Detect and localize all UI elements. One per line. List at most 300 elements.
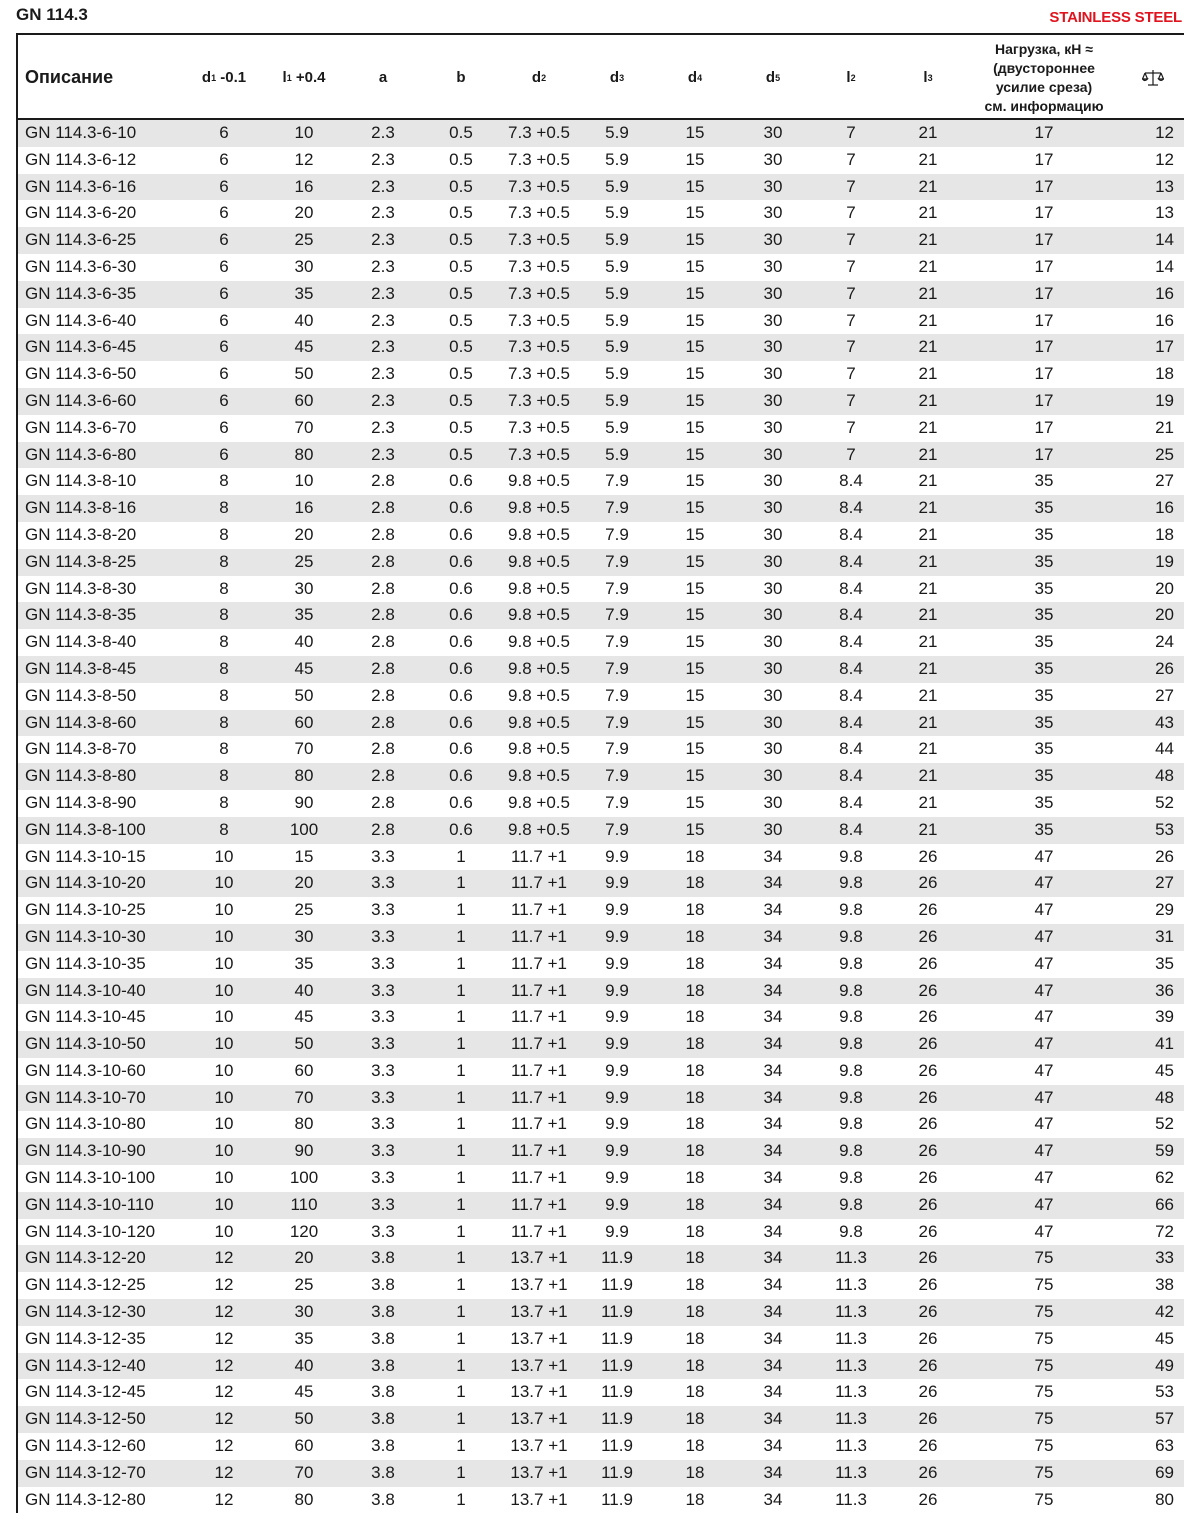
header-label: d: [765, 69, 776, 86]
cell-a: 3.3: [371, 846, 395, 866]
cell-load: 35: [1034, 739, 1054, 759]
cell-b: 0.5: [449, 256, 473, 276]
cell-d5: 30: [763, 658, 783, 678]
cell-weight: 72: [1155, 1221, 1174, 1241]
cell-b: 1: [456, 953, 466, 973]
cell-l3: 21: [918, 123, 938, 142]
table-row: [18, 576, 1184, 603]
cell-d5: 30: [763, 819, 783, 839]
cell-d2: 9.8 +0.5: [508, 551, 570, 571]
cell-d4: 18: [685, 1275, 705, 1295]
cell-weight: 13: [1155, 203, 1174, 223]
material-label: STAINLESS STEEL: [1049, 9, 1182, 26]
cell-load: 47: [1034, 1060, 1054, 1080]
cell-a: 3.8: [371, 1328, 395, 1348]
cell-description: GN 114.3-8-90: [25, 792, 137, 812]
table-row: [18, 281, 1184, 308]
header-load-line: Нагрузка, кН ≈: [995, 40, 1093, 57]
cell-l2: 11.3: [835, 1328, 867, 1348]
table-row: [18, 495, 1184, 522]
cell-d5: 30: [763, 605, 783, 625]
cell-d5: 30: [763, 364, 783, 384]
cell-d2: 7.3 +0.5: [508, 176, 570, 196]
header-a: [344, 35, 422, 120]
cell-b: 1: [456, 1355, 466, 1375]
cell-load: 17: [1034, 283, 1054, 303]
table-row: [18, 147, 1184, 174]
cell-l3: 26: [918, 1034, 938, 1054]
cell-l1: 20: [294, 1248, 314, 1268]
header-d3: [578, 35, 656, 120]
cell-weight: 16: [1155, 498, 1174, 518]
cell-l1: 35: [294, 1328, 314, 1348]
cell-l3: 21: [918, 766, 938, 786]
cell-weight: 14: [1155, 256, 1174, 276]
cell-description: GN 114.3-10-100: [25, 1168, 156, 1188]
cell-l2: 8.4: [839, 578, 863, 598]
cell-b: 1: [456, 1007, 466, 1027]
cell-l1: 25: [294, 1275, 314, 1295]
cell-a: 2.8: [371, 712, 395, 732]
cell-b: 1: [456, 1168, 466, 1188]
cell-d5: 34: [763, 1436, 783, 1456]
cell-d2: 9.8 +0.5: [508, 632, 570, 652]
cell-description: GN 114.3-6-30: [25, 256, 137, 276]
cell-d3: 5.9: [605, 337, 629, 357]
cell-load: 17: [1034, 364, 1054, 384]
cell-l2: 7: [846, 444, 856, 464]
cell-load: 17: [1034, 310, 1054, 330]
cell-d1: 6: [219, 176, 229, 196]
cell-weight: 14: [1155, 230, 1174, 250]
header-subscript: 5: [775, 72, 781, 83]
cell-d4: 15: [685, 632, 705, 652]
cell-b: 0.5: [449, 417, 473, 437]
header-subscript: 2: [850, 72, 856, 83]
cell-d5: 30: [763, 766, 783, 786]
cell-d5: 30: [763, 123, 783, 142]
cell-d2: 9.8 +0.5: [508, 819, 570, 839]
spec-table: [16, 33, 1184, 1513]
cell-load: 75: [1034, 1275, 1054, 1295]
cell-d3: 9.9: [605, 1034, 629, 1054]
cell-d1: 6: [219, 390, 229, 410]
cell-l2: 9.8: [839, 1221, 863, 1241]
cell-l3: 21: [918, 524, 938, 544]
cell-description: GN 114.3-8-30: [25, 578, 137, 598]
cell-l2: 8.4: [839, 792, 863, 812]
cell-weight: 18: [1155, 364, 1174, 384]
cell-l3: 21: [918, 551, 938, 571]
cell-b: 0.6: [449, 524, 473, 544]
cell-d2: 13.7 +1: [510, 1275, 568, 1295]
cell-b: 1: [456, 1302, 466, 1322]
cell-l1: 45: [294, 658, 314, 678]
cell-description: GN 114.3-8-10: [25, 471, 137, 491]
cell-d3: 7.9: [605, 605, 629, 625]
cell-weight: 12: [1155, 123, 1174, 142]
cell-weight: 12: [1155, 149, 1174, 169]
cell-a: 2.8: [371, 685, 395, 705]
cell-a: 2.8: [371, 471, 395, 491]
cell-d1: 8: [219, 766, 229, 786]
cell-d5: 30: [763, 739, 783, 759]
cell-b: 0.6: [449, 739, 473, 759]
header-subscript: 1: [286, 72, 292, 83]
cell-a: 3.3: [371, 980, 395, 1000]
cell-description: GN 114.3-10-70: [25, 1087, 146, 1107]
cell-d3: 11.9: [601, 1409, 633, 1429]
cell-l3: 26: [918, 1302, 938, 1322]
cell-l2: 9.8: [839, 900, 863, 920]
cell-a: 3.3: [371, 1194, 395, 1214]
cell-weight: 27: [1155, 873, 1174, 893]
cell-d4: 18: [685, 953, 705, 973]
cell-weight: 48: [1155, 1087, 1174, 1107]
cell-d4: 15: [685, 551, 705, 571]
header-label: d: [201, 69, 212, 86]
header-l2: [812, 35, 890, 120]
cell-a: 2.8: [371, 578, 395, 598]
cell-d5: 34: [763, 1114, 783, 1134]
cell-l3: 26: [918, 1114, 938, 1134]
cell-d1: 10: [214, 1114, 234, 1134]
cell-d2: 7.3 +0.5: [508, 203, 570, 223]
table-row: [18, 1487, 1184, 1514]
cell-a: 2.3: [371, 149, 395, 169]
cell-description: GN 114.3-12-60: [25, 1436, 146, 1456]
cell-weight: 31: [1155, 926, 1174, 946]
header-subscript: 4: [697, 72, 703, 83]
cell-d1: 12: [214, 1462, 234, 1482]
cell-l1: 40: [294, 310, 314, 330]
cell-l1: 10: [294, 123, 314, 142]
cell-load: 47: [1034, 926, 1054, 946]
cell-d5: 30: [763, 551, 783, 571]
cell-d2: 7.3 +0.5: [508, 310, 570, 330]
cell-d2: 11.7 +1: [511, 900, 567, 920]
cell-description: GN 114.3-10-50: [25, 1034, 146, 1054]
cell-b: 0.5: [449, 176, 473, 196]
cell-weight: 44: [1155, 739, 1174, 759]
cell-load: 75: [1034, 1462, 1054, 1482]
cell-d4: 15: [685, 498, 705, 518]
cell-d3: 5.9: [605, 230, 629, 250]
cell-a: 3.8: [371, 1409, 395, 1429]
cell-d2: 13.7 +1: [510, 1462, 568, 1482]
cell-l1: 80: [294, 444, 314, 464]
cell-a: 2.3: [371, 310, 395, 330]
cell-weight: 20: [1155, 605, 1174, 625]
cell-a: 2.3: [371, 256, 395, 276]
table-row: [18, 361, 1184, 388]
cell-d3: 9.9: [605, 926, 629, 946]
table-row: [18, 978, 1184, 1005]
cell-d4: 15: [685, 766, 705, 786]
cell-d2: 11.7 +1: [511, 873, 567, 893]
cell-b: 0.6: [449, 712, 473, 732]
cell-l1: 80: [294, 766, 314, 786]
cell-l3: 21: [918, 256, 938, 276]
cell-l2: 11.3: [835, 1302, 867, 1322]
cell-d5: 34: [763, 1141, 783, 1161]
cell-d5: 34: [763, 1221, 783, 1241]
cell-a: 3.3: [371, 953, 395, 973]
cell-b: 1: [456, 1489, 466, 1509]
cell-l3: 26: [918, 1194, 938, 1214]
cell-weight: 45: [1155, 1328, 1174, 1348]
cell-description: GN 114.3-10-15: [25, 846, 146, 866]
header-label: b: [456, 69, 466, 86]
cell-weight: 45: [1155, 1060, 1174, 1080]
table-row: [18, 308, 1184, 335]
cell-l2: 9.8: [839, 1087, 863, 1107]
cell-description: GN 114.3-8-50: [25, 685, 137, 705]
cell-weight: 16: [1155, 283, 1174, 303]
cell-l2: 7: [846, 149, 856, 169]
cell-load: 47: [1034, 1168, 1054, 1188]
cell-d4: 15: [685, 792, 705, 812]
cell-d2: 7.3 +0.5: [508, 256, 570, 276]
cell-d2: 7.3 +0.5: [508, 337, 570, 357]
cell-l1: 80: [294, 1114, 314, 1134]
cell-l3: 21: [918, 658, 938, 678]
cell-d5: 30: [763, 498, 783, 518]
table-row: [18, 629, 1184, 656]
cell-d3: 5.9: [605, 256, 629, 276]
cell-weight: 69: [1155, 1462, 1174, 1482]
cell-d3: 5.9: [605, 417, 629, 437]
cell-d1: 10: [214, 1168, 234, 1188]
cell-b: 0.6: [449, 578, 473, 598]
cell-d1: 6: [219, 310, 229, 330]
cell-l3: 21: [918, 712, 938, 732]
cell-weight: 17: [1155, 337, 1174, 357]
cell-l2: 7: [846, 123, 856, 142]
cell-l3: 26: [918, 1168, 938, 1188]
cell-l1: 45: [294, 337, 314, 357]
cell-d3: 7.9: [605, 766, 629, 786]
cell-l1: 35: [294, 605, 314, 625]
cell-description: GN 114.3-12-70: [25, 1462, 146, 1482]
cell-d5: 34: [763, 1194, 783, 1214]
cell-l3: 26: [918, 1328, 938, 1348]
cell-d2: 13.7 +1: [510, 1328, 568, 1348]
cell-load: 17: [1034, 149, 1054, 169]
cell-description: GN 114.3-6-12: [25, 149, 137, 169]
cell-d4: 18: [685, 1221, 705, 1241]
cell-description: GN 114.3-12-40: [25, 1355, 146, 1375]
cell-d5: 34: [763, 1007, 783, 1027]
cell-d4: 18: [685, 1328, 705, 1348]
cell-weight: 26: [1155, 846, 1174, 866]
cell-d2: 13.7 +1: [510, 1436, 568, 1456]
cell-d2: 7.3 +0.5: [508, 149, 570, 169]
cell-d4: 18: [685, 1436, 705, 1456]
cell-d3: 5.9: [605, 283, 629, 303]
cell-d2: 7.3 +0.5: [508, 230, 570, 250]
cell-l1: 12: [294, 149, 314, 169]
cell-l1: 120: [289, 1221, 319, 1241]
cell-l1: 40: [294, 632, 314, 652]
cell-d2: 11.7 +1: [511, 1114, 567, 1134]
cell-d4: 15: [685, 256, 705, 276]
cell-d1: 12: [214, 1302, 234, 1322]
cell-b: 0.6: [449, 471, 473, 491]
cell-load: 47: [1034, 1007, 1054, 1027]
cell-b: 1: [456, 1275, 466, 1295]
table-row: [18, 1245, 1184, 1272]
cell-l1: 35: [294, 283, 314, 303]
table-row: [18, 1379, 1184, 1406]
cell-a: 2.3: [371, 417, 395, 437]
cell-load: 35: [1034, 819, 1054, 839]
cell-l3: 21: [918, 337, 938, 357]
cell-l3: 21: [918, 632, 938, 652]
cell-description: GN 114.3-10-20: [25, 873, 146, 893]
cell-l1: 100: [289, 1168, 319, 1188]
cell-l3: 21: [918, 230, 938, 250]
cell-b: 0.6: [449, 498, 473, 518]
cell-d1: 8: [219, 819, 229, 839]
header-label: d: [687, 69, 698, 86]
cell-d4: 15: [685, 444, 705, 464]
cell-d5: 34: [763, 900, 783, 920]
cell-d3: 9.9: [605, 980, 629, 1000]
cell-d1: 10: [214, 926, 234, 946]
cell-d1: 10: [214, 1221, 234, 1241]
table-row: [18, 1460, 1184, 1487]
cell-d3: 7.9: [605, 524, 629, 544]
cell-a: 3.3: [371, 1034, 395, 1054]
cell-d5: 30: [763, 471, 783, 491]
cell-d2: 11.7 +1: [511, 1007, 567, 1027]
cell-b: 1: [456, 1328, 466, 1348]
cell-weight: 48: [1155, 766, 1174, 786]
table-row: [18, 442, 1184, 469]
cell-d1: 10: [214, 846, 234, 866]
cell-load: 17: [1034, 203, 1054, 223]
cell-load: 35: [1034, 578, 1054, 598]
table-row: [18, 1326, 1184, 1353]
cell-d2: 11.7 +1: [511, 1221, 567, 1241]
cell-description: GN 114.3-6-70: [25, 417, 137, 437]
header-weight: [1122, 35, 1184, 120]
cell-a: 3.3: [371, 1087, 395, 1107]
cell-l1: 70: [294, 417, 314, 437]
table-row: [18, 1192, 1184, 1219]
cell-load: 75: [1034, 1489, 1054, 1509]
cell-weight: 41: [1155, 1034, 1174, 1054]
cell-l1: 25: [294, 230, 314, 250]
cell-d2: 7.3 +0.5: [508, 390, 570, 410]
cell-b: 0.5: [449, 310, 473, 330]
cell-d3: 9.9: [605, 1168, 629, 1188]
table-row: [18, 1031, 1184, 1058]
cell-d4: 18: [685, 1462, 705, 1482]
cell-l1: 50: [294, 685, 314, 705]
cell-d3: 11.9: [601, 1462, 633, 1482]
cell-weight: 27: [1155, 685, 1174, 705]
cell-load: 47: [1034, 1114, 1054, 1134]
cell-d1: 10: [214, 1060, 234, 1080]
cell-l1: 35: [294, 953, 314, 973]
cell-load: 17: [1034, 444, 1054, 464]
cell-d5: 30: [763, 230, 783, 250]
cell-d3: 5.9: [605, 364, 629, 384]
cell-d1: 6: [219, 256, 229, 276]
cell-weight: 42: [1155, 1302, 1174, 1322]
cell-d5: 34: [763, 926, 783, 946]
table-row: [18, 334, 1184, 361]
cell-d4: 15: [685, 578, 705, 598]
cell-a: 2.8: [371, 524, 395, 544]
cell-l1: 70: [294, 1462, 314, 1482]
cell-d1: 8: [219, 632, 229, 652]
cell-d3: 9.9: [605, 873, 629, 893]
cell-a: 3.8: [371, 1489, 395, 1509]
cell-d2: 7.3 +0.5: [508, 444, 570, 464]
cell-d4: 15: [685, 658, 705, 678]
cell-d2: 9.8 +0.5: [508, 524, 570, 544]
cell-d4: 15: [685, 337, 705, 357]
cell-d3: 7.9: [605, 632, 629, 652]
cell-a: 2.8: [371, 658, 395, 678]
cell-d4: 18: [685, 1060, 705, 1080]
cell-l2: 7: [846, 310, 856, 330]
cell-a: 2.8: [371, 498, 395, 518]
cell-d1: 6: [219, 230, 229, 250]
cell-d4: 18: [685, 1302, 705, 1322]
cell-l1: 90: [294, 1141, 314, 1161]
cell-load: 35: [1034, 792, 1054, 812]
cell-weight: 26: [1155, 658, 1174, 678]
cell-l3: 26: [918, 1141, 938, 1161]
cell-d4: 18: [685, 846, 705, 866]
cell-description: GN 114.3-6-40: [25, 310, 137, 330]
cell-l2: 7: [846, 364, 856, 384]
header-load: [966, 35, 1122, 120]
cell-load: 17: [1034, 390, 1054, 410]
cell-d1: 8: [219, 551, 229, 571]
cell-d3: 7.9: [605, 578, 629, 598]
cell-d5: 30: [763, 176, 783, 196]
cell-load: 17: [1034, 256, 1054, 276]
cell-description: GN 114.3-6-20: [25, 203, 137, 223]
cell-d2: 11.7 +1: [511, 926, 567, 946]
cell-d4: 18: [685, 1141, 705, 1161]
cell-load: 75: [1034, 1382, 1054, 1402]
cell-l2: 8.4: [839, 632, 863, 652]
cell-b: 0.5: [449, 230, 473, 250]
header-label: d: [609, 69, 620, 86]
cell-description: GN 114.3-10-80: [25, 1114, 146, 1134]
cell-d3: 9.9: [605, 1007, 629, 1027]
cell-l3: 21: [918, 578, 938, 598]
cell-l3: 21: [918, 283, 938, 303]
cell-d4: 18: [685, 1114, 705, 1134]
cell-d4: 18: [685, 980, 705, 1000]
cell-description: GN 114.3-6-60: [25, 390, 137, 410]
table-row: [18, 736, 1184, 763]
table-row: [18, 1004, 1184, 1031]
cell-d1: 8: [219, 605, 229, 625]
cell-d2: 13.7 +1: [510, 1382, 568, 1402]
cell-l3: 21: [918, 364, 938, 384]
cell-l3: 26: [918, 900, 938, 920]
cell-d1: 6: [219, 444, 229, 464]
cell-l1: 60: [294, 712, 314, 732]
